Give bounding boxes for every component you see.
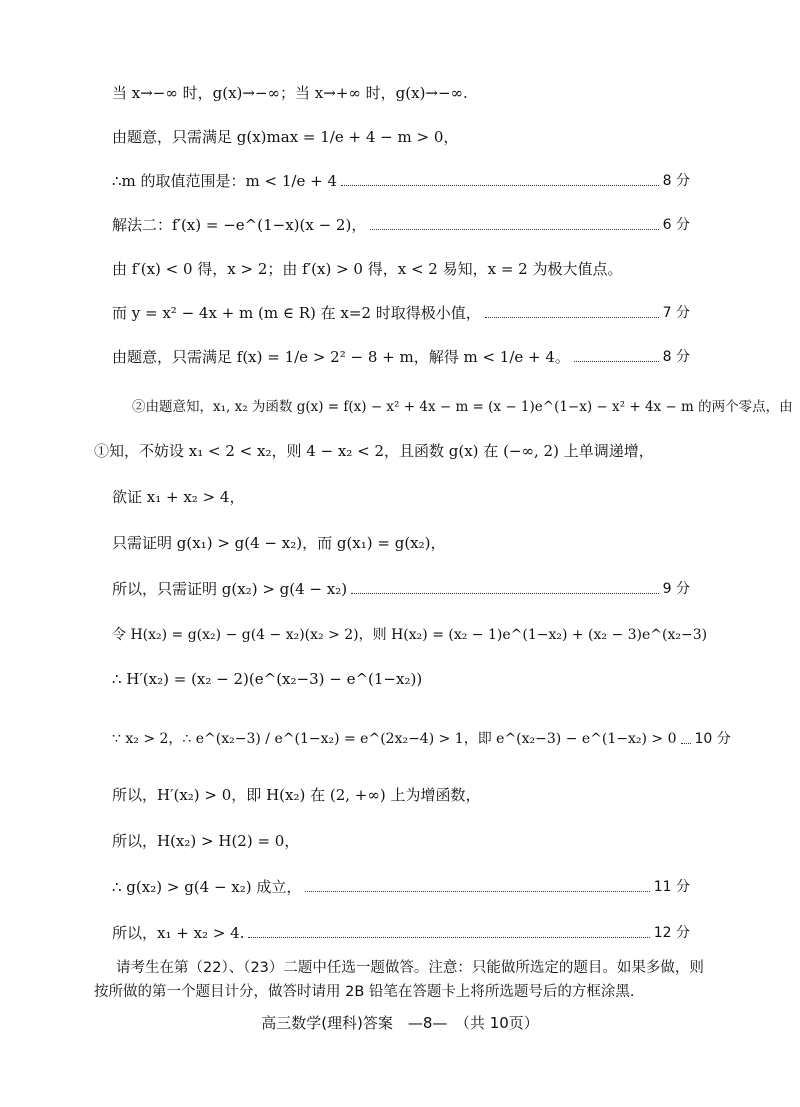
solution-line — [112, 784, 690, 806]
score-mark: 11 分 — [653, 879, 690, 895]
solution-line — [112, 578, 690, 600]
solution-line-text: ∴ H′(x₂) = (x₂ − 2)(e^(x₂−3) − e^(1−x₂)) — [112, 670, 423, 688]
solution-line-text: 所以，H(x₂) > H(2) = 0， — [112, 832, 300, 850]
solution-line — [132, 396, 793, 418]
solution-line-text: 只需证明 g(x₁) > g(4 − x₂)，而 g(x₁) = g(x₂)， — [112, 534, 446, 552]
solution-line — [112, 346, 690, 368]
solution-line-text: ∴m 的取值范围是：m < 1/e + 4 — [112, 172, 337, 190]
page-footer: 高三数学(理科)答案 —8— （共 10页） — [261, 1014, 539, 1032]
score-leader-dots — [370, 229, 658, 230]
solution-line-text: 令 H(x₂) = g(x₂) − g(4 − x₂)(x₂ > 2)，则 H(x₂) = (x₂ − 1)e^(1−x₂) + (x₂ − 3)e^(x₂−3) — [112, 627, 708, 643]
score-leader-dots — [485, 317, 659, 318]
score-leader-dots — [305, 891, 649, 892]
solution-line — [112, 82, 690, 104]
score-mark: 12 分 — [653, 925, 690, 941]
score-mark: 9 分 — [662, 581, 690, 597]
solution-line-text: 解法二：f′(x) = −e^(1−x)(x − 2)， — [112, 216, 367, 234]
solution-line — [94, 440, 694, 462]
solution-line-text: 所以，H′(x₂) > 0，即 H(x₂) 在 (2, +∞) 上为增函数， — [112, 786, 481, 804]
solution-line-text: 而 y = x² − 4x + m (m ∈ R) 在 x=2 时取得极小值， — [112, 304, 481, 322]
instruction-note-line-1: 请考生在第（22）、（23）二题中任选一题做答。注意：只能做所选定的题目。如果多做，则 — [116, 960, 704, 976]
solution-line — [112, 214, 690, 236]
solution-line — [112, 830, 690, 852]
solution-line — [112, 624, 708, 646]
solution-line-text: ∴ g(x₂) > g(4 − x₂) 成立， — [112, 878, 302, 896]
score-mark: 6 分 — [662, 217, 690, 233]
solution-line-text: 所以，x₁ + x₂ > 4. — [112, 924, 245, 942]
solution-line — [112, 532, 690, 554]
score-leader-dots — [681, 743, 691, 744]
solution-line-text: 当 x→−∞ 时，g(x)→−∞；当 x→+∞ 时，g(x)→−∞. — [112, 84, 468, 102]
solution-line — [112, 668, 690, 690]
score-leader-dots — [341, 185, 659, 186]
solution-line-text: ∵ x₂ > 2，∴ e^(x₂−3) / e^(1−x₂) = e^(2x₂−4) > 1，即 e^(x₂−3) − e^(1−x₂) > 0 — [112, 731, 677, 747]
solution-line — [112, 486, 690, 508]
score-leader-dots — [574, 361, 659, 362]
solution-line-text: 由 f′(x) < 0 得，x > 2；由 f′(x) > 0 得，x < 2 易知，x = 2 为极大值点。 — [112, 260, 623, 278]
solution-line-text: ①知，不妨设 x₁ < 2 < x₂，则 4 − x₂ < 2，且函数 g(x) 在 (−∞, 2) 上单调递增， — [94, 442, 654, 460]
solution-line — [112, 170, 690, 192]
score-leader-dots — [351, 593, 659, 594]
solution-line-text: ②由题意知，x₁, x₂ 为函数 g(x) = f(x) − x² + 4x − m = (x − 1)e^(1−x) − x² + 4x − m 的两个零点，由 — [132, 399, 793, 415]
score-mark: 8 分 — [662, 173, 690, 189]
solution-line — [112, 728, 731, 750]
score-mark: 8 分 — [662, 349, 690, 365]
solution-line-text: 欲证 x₁ + x₂ > 4， — [112, 488, 245, 506]
solution-line — [112, 126, 690, 148]
solution-line-text: 所以，只需证明 g(x₂) > g(4 − x₂) — [112, 580, 348, 598]
score-mark: 10 分 — [694, 731, 731, 747]
solution-line — [112, 302, 690, 324]
solution-line-text: 由题意，只需满足 f(x) = 1/e > 2² − 8 + m，解得 m < 1/e + 4。 — [112, 348, 570, 366]
score-mark: 7 分 — [662, 305, 690, 321]
solution-line — [112, 258, 690, 280]
solution-line — [112, 876, 690, 898]
solution-line-text: 由题意，只需满足 g(x)max = 1/e + 4 − m > 0， — [112, 128, 459, 146]
solution-line — [112, 922, 690, 944]
instruction-note-line-2: 按所做的第一个题目计分，做答时请用 2B 铅笔在答题卡上将所选题号后的方框涂黑. — [94, 984, 635, 1000]
score-leader-dots — [248, 937, 649, 938]
